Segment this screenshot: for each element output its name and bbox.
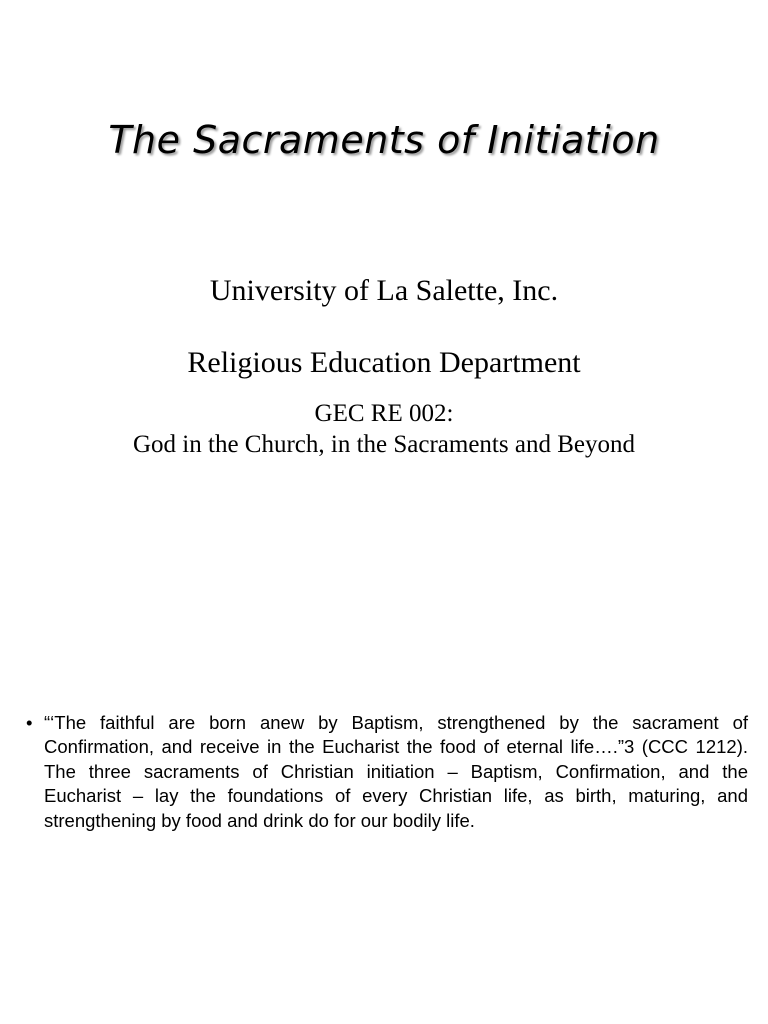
content-slide: [0, 640, 768, 1024]
bullet-text: “‘The faithful are born anew by Baptism, strengthened by the sacrament of Confirmation, and receive in the Eucharist the food of eternal life….”3 (CCC 1212). The three sacraments of Christian initiation – Baptism, Confirmation, and the Eucharist – lay the foundations of every Christian life, as birth, maturing, and strengthening by food and drink do for our bodily life.: [44, 712, 748, 831]
university-name: University of La Salette, Inc.: [209, 274, 559, 307]
course-code: GEC RE 002:: [314, 400, 454, 427]
course-name: God in the Church, in the Sacraments and Beyond: [133, 431, 635, 458]
slide-title: The Sacraments of Initiation: [108, 118, 660, 162]
bullet-item: [26, 711, 748, 833]
bullet-icon: •: [26, 712, 33, 733]
department-name: Religious Education Department: [187, 346, 581, 379]
